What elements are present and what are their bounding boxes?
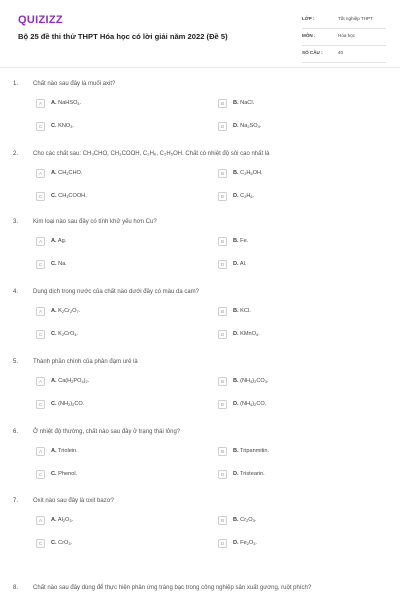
meta-row-class bbox=[302, 12, 386, 29]
question-text: Oxit nào sau đây là oxit bazơ? bbox=[33, 498, 114, 504]
option-text bbox=[51, 261, 67, 267]
option-text bbox=[233, 123, 261, 129]
option-label: B. bbox=[233, 517, 239, 523]
option-text bbox=[233, 238, 248, 244]
option-letter-box[interactable]: C bbox=[36, 330, 45, 339]
question-text: Chất nào sau đây là muối axit? bbox=[33, 81, 116, 87]
option-letter-box[interactable]: C bbox=[36, 400, 45, 409]
option-text bbox=[51, 331, 78, 337]
meta-value: 40 bbox=[338, 50, 344, 55]
option-text bbox=[51, 193, 87, 199]
option-label: C. bbox=[51, 261, 57, 267]
question-number: 1. bbox=[13, 81, 19, 87]
question-text: Dung dịch trong nước của chất nào dưới đây có màu da cam? bbox=[33, 289, 199, 295]
option-label: A. bbox=[51, 100, 57, 106]
option-letter-box[interactable]: A bbox=[36, 307, 45, 316]
meta-value: Hóa học bbox=[338, 33, 356, 38]
option-label: B. bbox=[233, 308, 239, 314]
option-answer: Fe. bbox=[238, 238, 249, 244]
question-text: Cho các chất sau: CH₃CHO, CH₃COOH, C₂H₆, C₂H₅OH. Chất có nhiệt độ sôi cao nhất là bbox=[33, 151, 270, 157]
option-label: B. bbox=[233, 100, 239, 106]
option-answer: NaHSO$_4$. bbox=[56, 100, 82, 106]
option-letter-box[interactable]: D bbox=[218, 122, 227, 131]
option-letter-box[interactable]: D bbox=[218, 539, 227, 548]
option-answer: CrO$_3$. bbox=[56, 540, 73, 546]
meta-table bbox=[302, 12, 386, 63]
option-label: D. bbox=[233, 193, 239, 199]
option-text bbox=[51, 517, 73, 523]
option-letter-box[interactable]: B bbox=[218, 99, 227, 108]
meta-key: LỚP : bbox=[302, 16, 315, 21]
option-label: C. bbox=[51, 471, 57, 477]
worksheet-header bbox=[0, 0, 400, 62]
option-text bbox=[51, 401, 84, 407]
option-answer: $CH_3COOH$. bbox=[56, 193, 87, 199]
option-text bbox=[51, 123, 74, 129]
option-label: D. bbox=[233, 471, 239, 477]
option-label: C. bbox=[51, 401, 57, 407]
option-text bbox=[51, 308, 80, 314]
option-answer: $C_2H_6$. bbox=[238, 193, 255, 199]
option-letter-box[interactable]: A bbox=[36, 169, 45, 178]
option-text bbox=[233, 471, 265, 477]
option-text bbox=[51, 540, 72, 546]
option-answer: $Ca(H_2PO_4)_2$. bbox=[56, 378, 90, 384]
option-answer: Tristearin. bbox=[238, 471, 265, 477]
option-letter-box[interactable]: A bbox=[36, 516, 45, 525]
option-text bbox=[51, 238, 66, 244]
option-text bbox=[233, 261, 246, 267]
option-text bbox=[233, 448, 269, 454]
option-letter-box[interactable]: B bbox=[218, 447, 227, 456]
option-letter-box[interactable]: A bbox=[36, 237, 45, 246]
question-number: 7. bbox=[13, 498, 19, 504]
question-number: 5. bbox=[13, 359, 19, 365]
option-text bbox=[233, 193, 254, 199]
meta-key: MÔN : bbox=[302, 33, 316, 38]
option-answer: Ag. bbox=[56, 238, 67, 244]
question-text: Ở nhiệt độ thường, chất nào sau đây ở trạng thái lỏng? bbox=[33, 429, 181, 435]
question-text: Thành phần chính của phân đạm urê là bbox=[33, 359, 138, 365]
option-label: B. bbox=[233, 378, 239, 384]
option-label: A. bbox=[51, 308, 57, 314]
option-letter-box[interactable]: C bbox=[36, 539, 45, 548]
option-answer: Al. bbox=[238, 261, 247, 267]
option-label: D. bbox=[233, 540, 239, 546]
option-text bbox=[233, 540, 257, 546]
option-answer: $CH_3CHO$. bbox=[56, 170, 83, 176]
option-letter-box[interactable]: D bbox=[218, 330, 227, 339]
option-answer: $KNO_3$. bbox=[56, 123, 75, 129]
question-number: 4. bbox=[13, 289, 19, 295]
meta-value: Tốt nghiệp THPT bbox=[338, 16, 373, 21]
page-title: Bộ 25 đề thi thử THPT Hóa học có lời giải năm 2022 (Đề 5) bbox=[18, 32, 228, 41]
option-text bbox=[233, 100, 254, 106]
option-letter-box[interactable]: C bbox=[36, 122, 45, 131]
question-text: Chất nào sau đây dùng để thực hiện phản ứng tráng bạc trong công nghiệp sản xuất gương, ruột phích? bbox=[33, 585, 312, 591]
option-text bbox=[51, 170, 82, 176]
option-letter-box[interactable]: A bbox=[36, 377, 45, 386]
option-answer: Tripanmitin. bbox=[238, 448, 270, 454]
option-label: D. bbox=[233, 401, 239, 407]
question-number: 2. bbox=[13, 151, 19, 157]
option-label: A. bbox=[51, 238, 57, 244]
option-label: A. bbox=[51, 170, 57, 176]
option-text bbox=[51, 448, 78, 454]
option-text bbox=[51, 471, 77, 477]
option-letter-box[interactable]: D bbox=[218, 400, 227, 409]
option-label: D. bbox=[233, 123, 239, 129]
option-label: C. bbox=[51, 331, 57, 337]
option-text bbox=[233, 170, 263, 176]
option-text bbox=[233, 517, 256, 523]
option-text bbox=[233, 378, 268, 384]
quizizz-logo: QUIZIZZ bbox=[18, 14, 63, 26]
question-text: Kim loại nào sau đây có tính khử yếu hơn Cu? bbox=[33, 219, 157, 225]
meta-row-subject bbox=[302, 29, 386, 46]
option-answer: $Na_2SO_4$. bbox=[238, 123, 262, 129]
option-letter-box[interactable]: C bbox=[36, 470, 45, 479]
option-answer: KCl. bbox=[238, 308, 251, 314]
meta-row-count bbox=[302, 46, 386, 63]
option-letter-box[interactable]: D bbox=[218, 192, 227, 201]
option-letter-box[interactable]: B bbox=[218, 516, 227, 525]
option-answer: $Fe_2O_3$. bbox=[238, 540, 257, 546]
option-label: B. bbox=[233, 170, 239, 176]
option-letter-box[interactable]: C bbox=[36, 192, 45, 201]
question-number: 8. bbox=[13, 585, 19, 591]
option-answer: $(NH_2)_2CO$. bbox=[56, 401, 85, 407]
option-text bbox=[51, 100, 81, 106]
option-label: A. bbox=[51, 378, 57, 384]
option-answer: NaCl. bbox=[238, 100, 255, 106]
option-label: A. bbox=[51, 517, 57, 523]
option-letter-box[interactable]: B bbox=[218, 237, 227, 246]
option-answer: $(NH_4)_2CO_3$. bbox=[238, 378, 269, 384]
option-text bbox=[233, 308, 251, 314]
option-answer: $(NH_4)_2CO$. bbox=[238, 401, 267, 407]
option-answer: $K_2CrO_4$. bbox=[56, 331, 79, 337]
option-answer: Na. bbox=[56, 261, 67, 267]
option-label: C. bbox=[51, 540, 57, 546]
option-answer: KMnO$_4$. bbox=[238, 331, 260, 337]
option-label: C. bbox=[51, 193, 57, 199]
option-text bbox=[51, 378, 89, 384]
option-answer: $Cr_2O_3$. bbox=[238, 517, 257, 523]
option-text bbox=[233, 401, 266, 407]
option-text bbox=[233, 331, 260, 337]
option-letter-box[interactable]: B bbox=[218, 307, 227, 316]
option-answer: Triolein. bbox=[56, 448, 78, 454]
option-label: D. bbox=[233, 331, 239, 337]
option-answer: $Al_2O_3$. bbox=[56, 517, 74, 523]
option-answer: $C_2H_5OH$. bbox=[238, 170, 263, 176]
option-letter-box[interactable]: A bbox=[36, 447, 45, 456]
option-letter-box[interactable]: C bbox=[36, 260, 45, 269]
option-label: C. bbox=[51, 123, 57, 129]
option-answer: Phenol. bbox=[56, 471, 78, 477]
option-letter-box[interactable]: D bbox=[218, 260, 227, 269]
option-letter-box[interactable]: B bbox=[218, 377, 227, 386]
option-label: D. bbox=[233, 261, 239, 267]
option-letter-box[interactable]: B bbox=[218, 169, 227, 178]
option-label: A. bbox=[51, 448, 57, 454]
question-number: 6. bbox=[13, 429, 19, 435]
option-answer: $K_2Cr_2O_7$. bbox=[56, 308, 81, 314]
header-divider bbox=[0, 67, 400, 68]
option-letter-box[interactable]: A bbox=[36, 99, 45, 108]
option-label: B. bbox=[233, 238, 239, 244]
question-number: 3. bbox=[13, 219, 19, 225]
meta-key: SỐ CÂU : bbox=[302, 50, 323, 55]
option-label: B. bbox=[233, 448, 239, 454]
option-letter-box[interactable]: D bbox=[218, 470, 227, 479]
